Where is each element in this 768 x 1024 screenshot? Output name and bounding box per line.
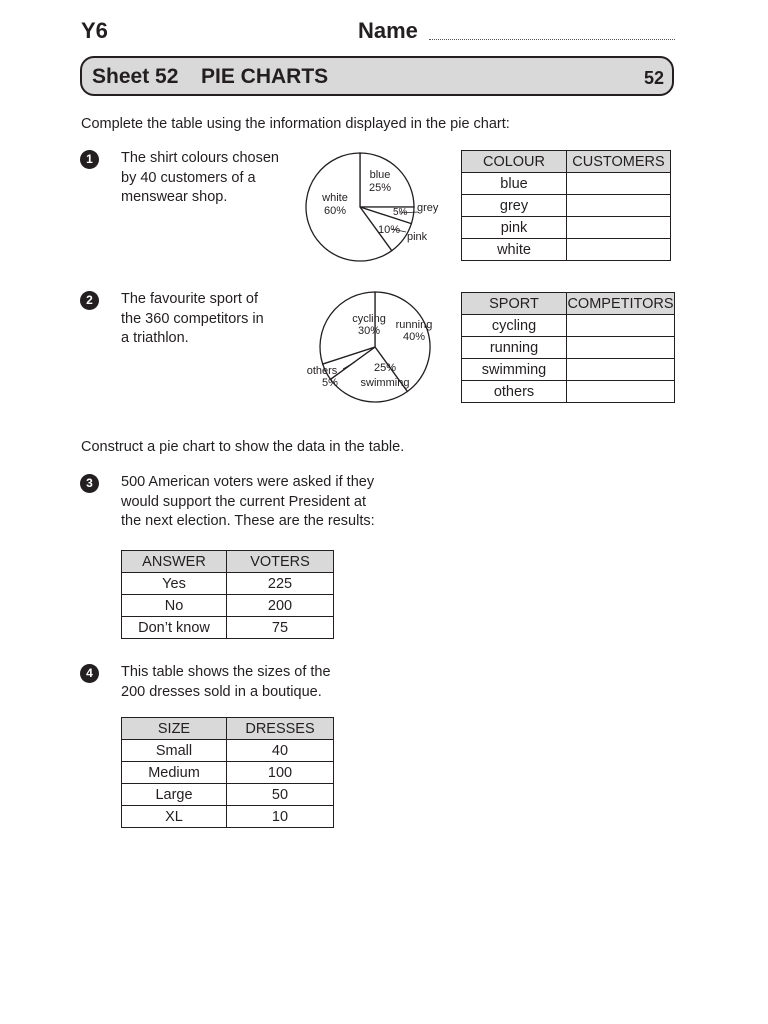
table-header: SPORT [462,293,567,315]
answer-cell[interactable] [567,381,675,403]
table-row [462,173,671,195]
answer-cell[interactable] [567,173,671,195]
others-slice-name: others [306,365,338,377]
table-cell: XL [122,806,227,828]
page-number: 52 [643,68,664,88]
answer-cell[interactable] [567,239,671,261]
pie-chart-triathlon-sports [300,285,450,410]
table-row [462,381,675,403]
question-2-line: The favourite sport of [121,291,259,307]
swimming-slice-label: 25% [373,362,397,374]
answer-cell[interactable] [567,359,675,381]
table-cell: blue [462,173,567,195]
table-row [462,217,671,239]
table-header: ANSWER [122,551,227,573]
table-cell: 200 [227,595,334,617]
question-3-line: 500 American voters were asked if they [121,474,375,490]
table-row [122,762,334,784]
table-cell: swimming [462,359,567,381]
table-cell: Yes [122,573,227,595]
table-cell: 100 [227,762,334,784]
voters-table [121,550,334,639]
others-slice-label: 5% [322,377,338,389]
table-cell: others [462,381,567,403]
answer-cell[interactable] [567,217,671,239]
colour-table [461,150,671,261]
table-header: COLOUR [462,151,567,173]
table-cell: 40 [227,740,334,762]
sport-table [461,292,675,403]
table-cell: Medium [122,762,227,784]
table-header: COMPETITORS [567,293,675,315]
sheet-number: Sheet 52 [92,65,179,88]
table-row [462,359,675,381]
answer-cell[interactable] [567,195,671,217]
question-4-line: This table shows the sizes of the [121,664,331,680]
table-row [122,784,334,806]
running-slice-label: 40% [402,331,426,343]
year-label: Y6 [81,18,108,43]
table-cell: Large [122,784,227,806]
section2-instruction: Construct a pie chart to show the data in the table. [81,439,405,455]
table-header: CUSTOMERS [567,151,671,173]
question-1-text [121,149,279,208]
answer-cell[interactable] [567,337,675,359]
question-1-line: by 40 customers of a [121,169,256,186]
table-row [462,239,671,261]
question-1-line: The shirt colours chosen [121,150,279,166]
cycling-slice-name: cycling [352,313,386,325]
question-2-line: the 360 competitors in [121,310,264,327]
table-header: SIZE [122,718,227,740]
answer-cell[interactable] [567,315,675,337]
question-2-line: a triathlon. [121,330,189,346]
question-3-number: 3 [80,474,99,493]
table-row [122,740,334,762]
table-row [122,573,334,595]
question-1-number: 1 [80,150,99,169]
name-label: Name [358,18,418,43]
table-row [462,195,671,217]
question-4-text [121,663,331,702]
grey-slice-name: grey [417,202,439,214]
question-3-text [121,473,375,532]
table-header: VOTERS [227,551,334,573]
table-cell: cycling [462,315,567,337]
name-field[interactable] [429,39,675,40]
grey-slice-label: 5% [393,207,408,218]
table-cell: Don’t know [122,617,227,639]
table-cell: white [462,239,567,261]
table-cell: 225 [227,573,334,595]
table-cell: 10 [227,806,334,828]
question-3-line: would support the current President at [121,493,367,510]
page-title: PIE CHARTS [201,65,329,88]
white-slice-label: 60% [323,205,347,217]
running-slice-name: running [395,319,433,331]
table-row [122,806,334,828]
white-slice-name: white [322,192,348,204]
question-1-line: menswear shop. [121,189,228,205]
pink-slice-label: 10% [378,224,401,236]
table-cell: Small [122,740,227,762]
sheet-banner [80,56,674,96]
swimming-slice-name: swimming [360,377,410,389]
table-row [122,595,334,617]
table-cell: grey [462,195,567,217]
table-cell: pink [462,217,567,239]
table-header: DRESSES [227,718,334,740]
question-2-text [121,290,264,349]
table-row [462,315,675,337]
blue-slice-label: 25% [368,182,392,194]
table-cell: No [122,595,227,617]
question-3-line: the next election. These are the results: [121,513,375,529]
table-row [462,337,675,359]
table-row [122,617,334,639]
question-4-number: 4 [80,664,99,683]
table-cell: 75 [227,617,334,639]
pie-chart-shirt-colours [300,145,450,270]
question-4-line: 200 dresses sold in a boutique. [121,683,322,700]
table-cell: 50 [227,784,334,806]
blue-slice-name: blue [369,169,391,181]
question-2-number: 2 [80,291,99,310]
table-cell: running [462,337,567,359]
cycling-slice-label: 30% [357,325,381,337]
section1-instruction: Complete the table using the information displayed in the pie chart: [81,116,510,132]
pink-slice-name: pink [407,231,428,243]
dresses-table [121,717,334,828]
